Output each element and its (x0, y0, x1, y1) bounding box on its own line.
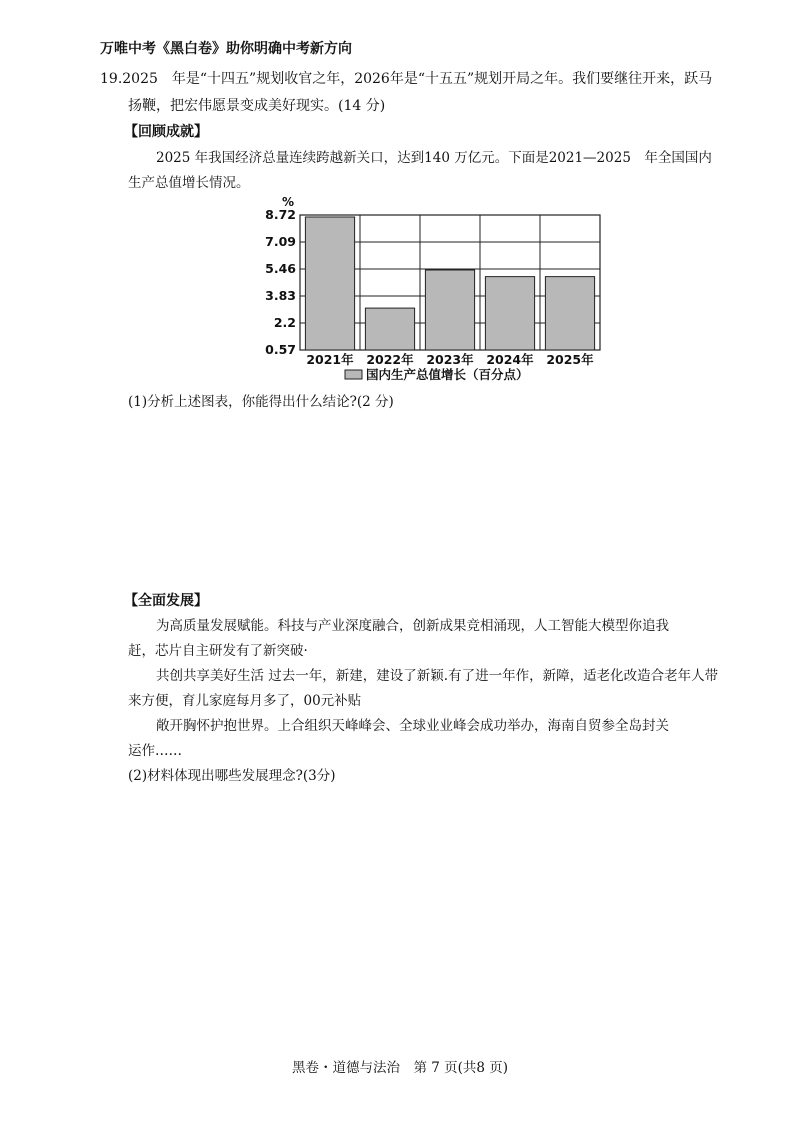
y-tick-label: 7.09 (265, 234, 296, 249)
y-axis-unit-label: % (281, 195, 295, 209)
page-header-title: 万唯中考《黑白卷》助你明确中考新方向 (100, 41, 352, 57)
x-tick-label: 2023年 (426, 352, 474, 367)
y-tick-label: 2.2 (273, 315, 296, 330)
x-tick-label: 2025年 (546, 352, 594, 367)
review-paragraph-line-2: 生产总值增长情况。 (128, 175, 250, 191)
y-tick-label: 8.72 (265, 207, 296, 222)
question-line-1: 19.2025 年是“十四五”规划收官之年，2026年是“十五五”规划开局之年。我们要继往开来，跃马 (100, 71, 713, 87)
development-paragraph-3-line-1: 敞开胸怀护抱世界。上合组织天峰峰会、全球业业峰会成功举办，海南自贸参全岛封关 (156, 718, 669, 734)
bar-2023年 (425, 270, 474, 350)
gdp-growth-bar-chart (262, 193, 612, 388)
y-tick-label: 3.83 (265, 288, 296, 303)
x-tick-label: 2022年 (366, 352, 414, 367)
development-paragraph-2-line-2: 来方便，育儿家庭每月多了，00元补贴 (128, 693, 362, 709)
bar-2021年 (305, 217, 354, 350)
bar-2022年 (365, 308, 414, 350)
x-tick-label: 2021年 (306, 352, 354, 367)
development-paragraph-1-line-1: 为高质量发展赋能。科技与产业深度融合，创新成果竞相涌现，人工智能大模型你追我 (156, 618, 669, 634)
review-paragraph-line-1: 2025 年我国经济总量连续跨越新关口，达到140 万亿元。下面是2021—2025 年全国国内 (156, 150, 712, 166)
development-paragraph-1-line-2: 赶，芯片自主研发有了新突破· (128, 643, 308, 659)
page-footer: 黑卷・道德与法治 第 7 页(共8 页) (291, 1060, 509, 1076)
legend-swatch (345, 370, 362, 379)
x-tick-label: 2024年 (486, 352, 534, 367)
y-tick-label: 5.46 (265, 261, 296, 276)
section-heading-review: 【回顾成就】 (124, 124, 208, 140)
legend-label: 国内生产总值增长（百分点） (366, 367, 529, 382)
bar-2024年 (485, 277, 534, 350)
development-paragraph-3-line-2: 运作…… (128, 743, 182, 759)
section-heading-development: 【全面发展】 (124, 593, 208, 609)
question-1: (1)分析上述图表，你能得出什么结论?(2 分) (128, 394, 394, 410)
development-paragraph-2-line-1: 共创共享美好生活 过去一年，新建，建设了新颖.有了进一年作，新障，适老化改造合老年人带 (156, 668, 719, 684)
question-2: (2)材料体现出哪些发展理念?(3分) (128, 768, 336, 784)
question-line-2: 扬鞭，把宏伟愿景变成美好现实。(14 分) (128, 98, 386, 114)
y-tick-label: 0.57 (265, 342, 296, 357)
bar-2025年 (545, 277, 594, 350)
